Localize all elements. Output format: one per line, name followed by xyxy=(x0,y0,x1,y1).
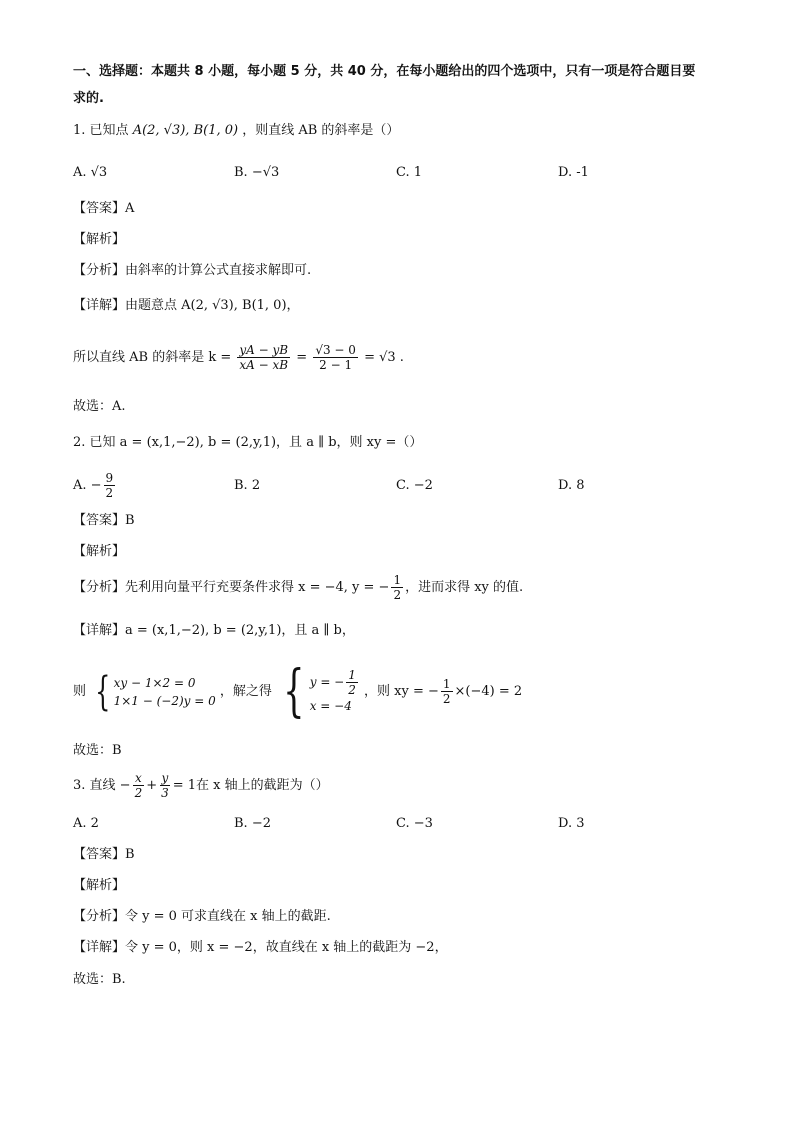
q2-option-a xyxy=(73,468,117,504)
section-heading: 一、选择题：本题共 8 小题，每小题 5 分，共 40 分，在每小题给出的四个选项中，只有一项是符合题目要 xyxy=(73,64,696,79)
q1-formula-prefix: 所以直线 AB 的斜率是 k = xyxy=(73,350,232,365)
q3-option-a: A. 2 xyxy=(73,816,99,831)
q2-fenxi-frac xyxy=(391,573,403,602)
q1-frac1-num: yA − yB xyxy=(239,343,289,357)
q2-system2 xyxy=(276,658,360,724)
left-brace-icon: { xyxy=(95,668,111,715)
section-heading-cont: 求的. xyxy=(73,91,104,106)
q2-ze: 则 xyxy=(73,684,87,699)
q3-xiangjie: 【详解】令 y = 0，则 x = −2，故直线在 x 轴上的截距为 −2， xyxy=(73,940,448,955)
q2-sys2-line1 xyxy=(310,668,360,697)
q1-choice: 故选：A. xyxy=(73,399,126,414)
q2-result-frac xyxy=(441,677,453,706)
q2-sys2-line1-prefix: y = − xyxy=(309,675,345,689)
q2-xiangjie: 【详解】a = (x,1,−2), b = (2,y,1)，且 a ∥ b， xyxy=(73,623,355,638)
q1-option-d: D. -1 xyxy=(558,165,589,180)
q2-sys2-frac xyxy=(346,668,358,697)
q2-fenxi-prefix: 【分析】先利用向量平行充要条件求得 x = −4, y = − xyxy=(73,580,390,595)
q2-solution xyxy=(73,660,522,724)
q1-frac2 xyxy=(313,343,358,372)
q2-analysis-tag: 【解析】 xyxy=(73,544,126,559)
q1-formula xyxy=(73,340,404,376)
q1-answer: 【答案】A xyxy=(73,201,135,216)
q3-fenxi: 【分析】令 y = 0 可求直线在 x 轴上的截距. xyxy=(73,909,331,924)
q1-option-a: A. √3 xyxy=(73,165,108,180)
q2-stem: 2. 已知 a = (x,1,−2), b = (2,y,1)，且 a ∥ b，则 xy =（） xyxy=(73,435,423,450)
q1-option-b: B. −√3 xyxy=(234,165,280,180)
q2-sys2-den: 2 xyxy=(348,683,356,697)
q2-result-num: 1 xyxy=(442,677,451,691)
q1-frac1 xyxy=(237,343,290,372)
q2-result-prefix: ，则 xy = − xyxy=(364,684,439,699)
q2-result-den: 2 xyxy=(442,692,451,706)
q2-system1-lines xyxy=(114,674,216,710)
q1-option-c: C. 1 xyxy=(396,165,423,180)
q2-result-suffix: ×(−4) = 2 xyxy=(454,684,523,699)
q3-option-b: B. −2 xyxy=(234,816,271,831)
q3-stem xyxy=(73,768,329,804)
q2-answer: 【答案】B xyxy=(73,513,135,528)
q1-stem-prefix: 1. 已知点 xyxy=(73,123,129,138)
q3-option-d: D. 3 xyxy=(558,816,585,831)
q1-stem-math: A(2, √3), B(1, 0) xyxy=(132,123,239,138)
q1-eq: = xyxy=(296,350,308,365)
q3-frac1 xyxy=(133,771,145,800)
q3-stem-suffix: = 1在 x 轴上的截距为（） xyxy=(172,778,329,793)
q3-frac2-num: y xyxy=(161,771,169,785)
q2-choice: 故选：B xyxy=(73,743,122,758)
q2-sys2-num: 1 xyxy=(348,668,356,682)
q3-stem-prefix: 3. 直线 − xyxy=(73,778,131,793)
q1-analysis-tag: 【解析】 xyxy=(73,232,126,247)
q1-frac2-den: 2 − 1 xyxy=(319,358,353,372)
q2-option-c: C. −2 xyxy=(396,478,433,493)
q2-fenxi-num: 1 xyxy=(393,573,402,587)
q1-frac1-den: xA − xB xyxy=(239,358,289,372)
q3-choice: 故选：B. xyxy=(73,972,126,987)
q2-fenxi xyxy=(73,570,523,606)
q2-system1 xyxy=(90,668,216,715)
q2-option-a-prefix: A. − xyxy=(73,478,102,493)
q2-option-d: D. 8 xyxy=(558,478,585,493)
left-brace-icon: { xyxy=(283,658,305,724)
q3-frac2 xyxy=(159,771,171,800)
q2-sys2-line2: x = −4 xyxy=(309,699,352,713)
q2-option-a-den: 2 xyxy=(105,486,114,500)
q2-option-b: B. 2 xyxy=(234,478,261,493)
q2-option-a-frac xyxy=(104,471,116,500)
q2-fenxi-suffix: ，进而求得 xy 的值. xyxy=(405,580,524,595)
q2-system2-lines xyxy=(310,668,360,715)
q1-xiangjie: 【详解】由题意点 A(2, √3), B(1, 0)， xyxy=(73,298,300,313)
q1-frac2-num: √3 − 0 xyxy=(315,343,356,357)
q2-option-a-num: 9 xyxy=(105,471,114,485)
q2-sys1-line2: 1×1 − (−2)y = 0 xyxy=(113,693,216,708)
q3-plus: + xyxy=(146,778,158,793)
q2-solve: ，解之得 xyxy=(219,684,272,699)
q1-stem xyxy=(73,121,399,141)
q3-frac1-num: x xyxy=(134,771,142,785)
q3-analysis-tag: 【解析】 xyxy=(73,878,126,893)
q3-answer: 【答案】B xyxy=(73,847,135,862)
q3-frac1-den: 2 xyxy=(134,786,143,800)
q1-fenxi: 【分析】由斜率的计算公式直接求解即可. xyxy=(73,263,312,278)
q3-option-c: C. −3 xyxy=(396,816,433,831)
q1-formula-suffix: = √3 . xyxy=(364,350,404,365)
q2-sys1-line1: xy − 1×2 = 0 xyxy=(113,675,196,690)
q2-fenxi-den: 2 xyxy=(393,588,402,602)
q1-stem-suffix: ，则直线 AB 的斜率是（） xyxy=(242,123,400,138)
q3-frac2-den: 3 xyxy=(161,786,169,800)
